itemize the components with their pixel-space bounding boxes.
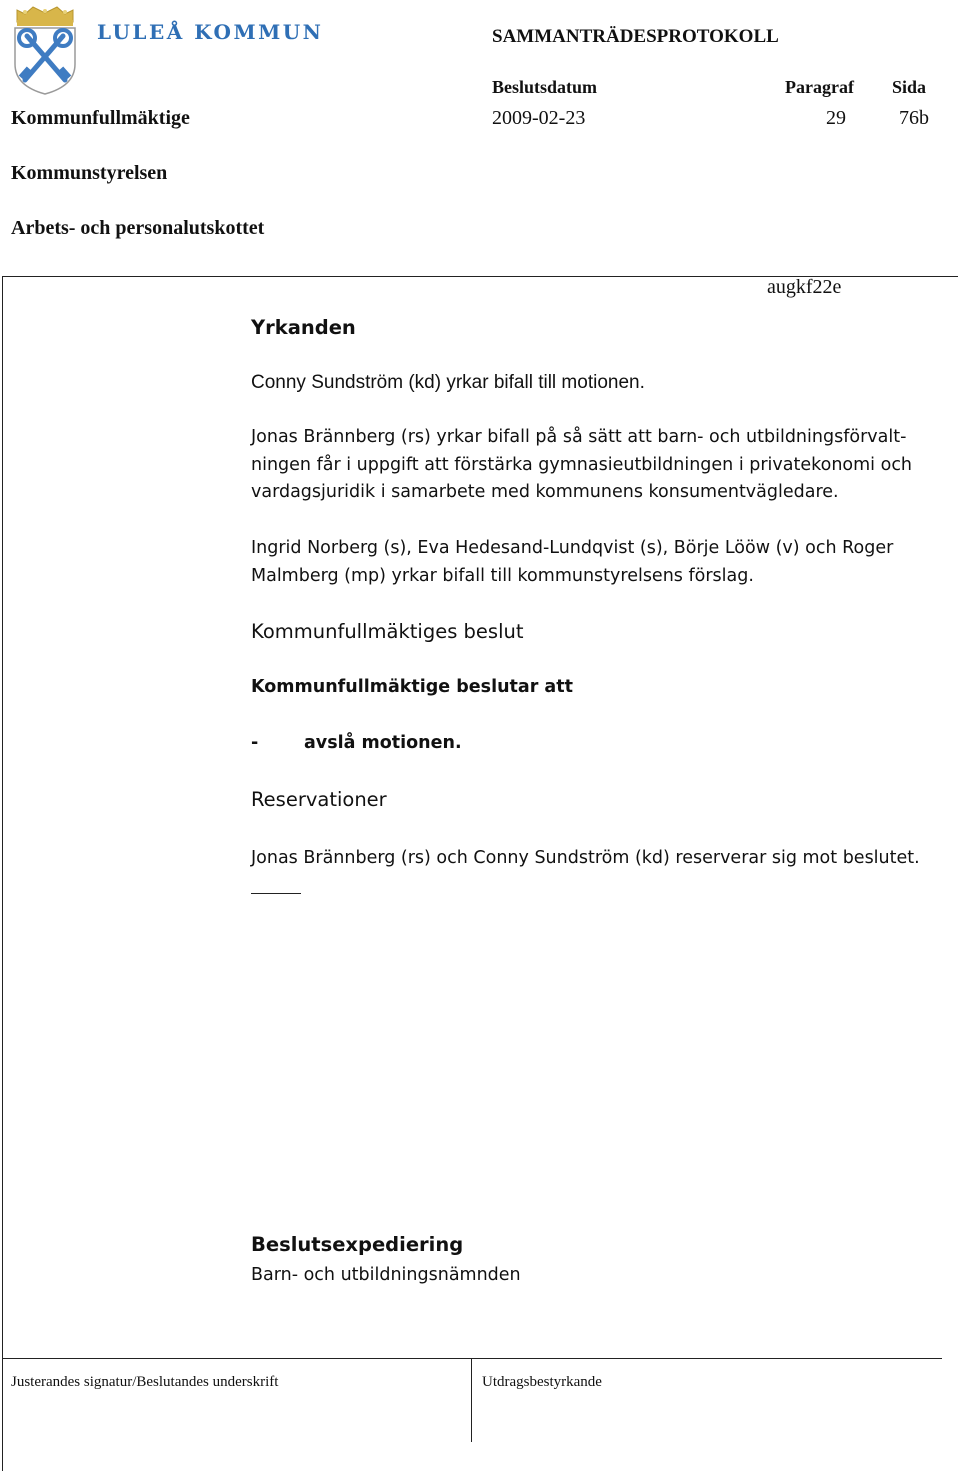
expediering-recipient: Barn- och utbildningsnämnden — [251, 1265, 521, 1285]
yrkande-paragraph-1: Conny Sundström (kd) yrkar bifall till motionen. — [251, 372, 645, 393]
reservationer-heading: Reservationer — [251, 788, 387, 811]
text-line: ningen får i uppgift att förstärka gymnasieutbildningen i privatekonomi och — [251, 454, 913, 475]
content-frame-left-rule — [2, 276, 3, 1471]
signature-label: Justerandes signatur/Beslutandes underskrift — [11, 1374, 279, 1390]
extract-label: Utdragsbestyrkande — [482, 1374, 602, 1390]
footer-top-rule — [2, 1358, 942, 1359]
expediering-heading: Beslutsexpediering — [251, 1233, 464, 1256]
text-line: Jonas Brännberg (rs) yrkar bifall på så sätt att barn- och utbildningsförvalt- — [251, 427, 907, 447]
beslut-item: avslå motionen. — [304, 733, 462, 753]
page-number: 76b — [899, 107, 929, 129]
protocol-title: SAMMANTRÄDESPROTOKOLL — [492, 26, 779, 47]
yrkanden-heading: Yrkanden — [251, 316, 356, 339]
organization-name: LULEÅ KOMMUN — [97, 20, 324, 44]
meeting-date: 2009-02-23 — [492, 107, 586, 129]
text-line: Ingrid Norberg (s), Eva Hedesand-Lundqvist (s), Börje Lööw (v) och Roger — [251, 538, 894, 558]
paragraph-column-label: Paragraf — [785, 77, 854, 97]
yrkande-paragraph-3 — [251, 535, 893, 590]
sub-body-arbetsutskottet: Arbets- och personalutskottet — [11, 217, 265, 239]
yrkande-paragraph-2 — [251, 424, 912, 507]
reservation-text: Jonas Brännberg (rs) och Conny Sundström (kd) reserverar sig mot beslutet. — [251, 848, 920, 868]
page-column-label: Sida — [892, 77, 927, 97]
beslut-heading: Kommunfullmäktiges beslut — [251, 620, 524, 643]
text-line: Malmberg (mp) yrkar bifall till kommunstyrelsens förslag. — [251, 565, 754, 586]
text-line: vardagsjuridik i samarbete med kommunens konsumentvägledare. — [251, 482, 839, 502]
body-name: Kommunfullmäktige — [11, 107, 190, 129]
footer-divider — [471, 1358, 472, 1442]
municipal-crest-logo — [11, 4, 79, 96]
beslut-intro: Kommunfullmäktige beslutar att — [251, 677, 573, 697]
date-column-label: Beslutsdatum — [492, 77, 598, 97]
beslut-dash: - — [251, 733, 259, 753]
sub-body-kommunstyrelsen: Kommunstyrelsen — [11, 162, 168, 184]
paragraph-number: 29 — [826, 107, 846, 129]
reference-code: augkf22e — [767, 276, 842, 298]
separator-rule — [251, 893, 301, 894]
